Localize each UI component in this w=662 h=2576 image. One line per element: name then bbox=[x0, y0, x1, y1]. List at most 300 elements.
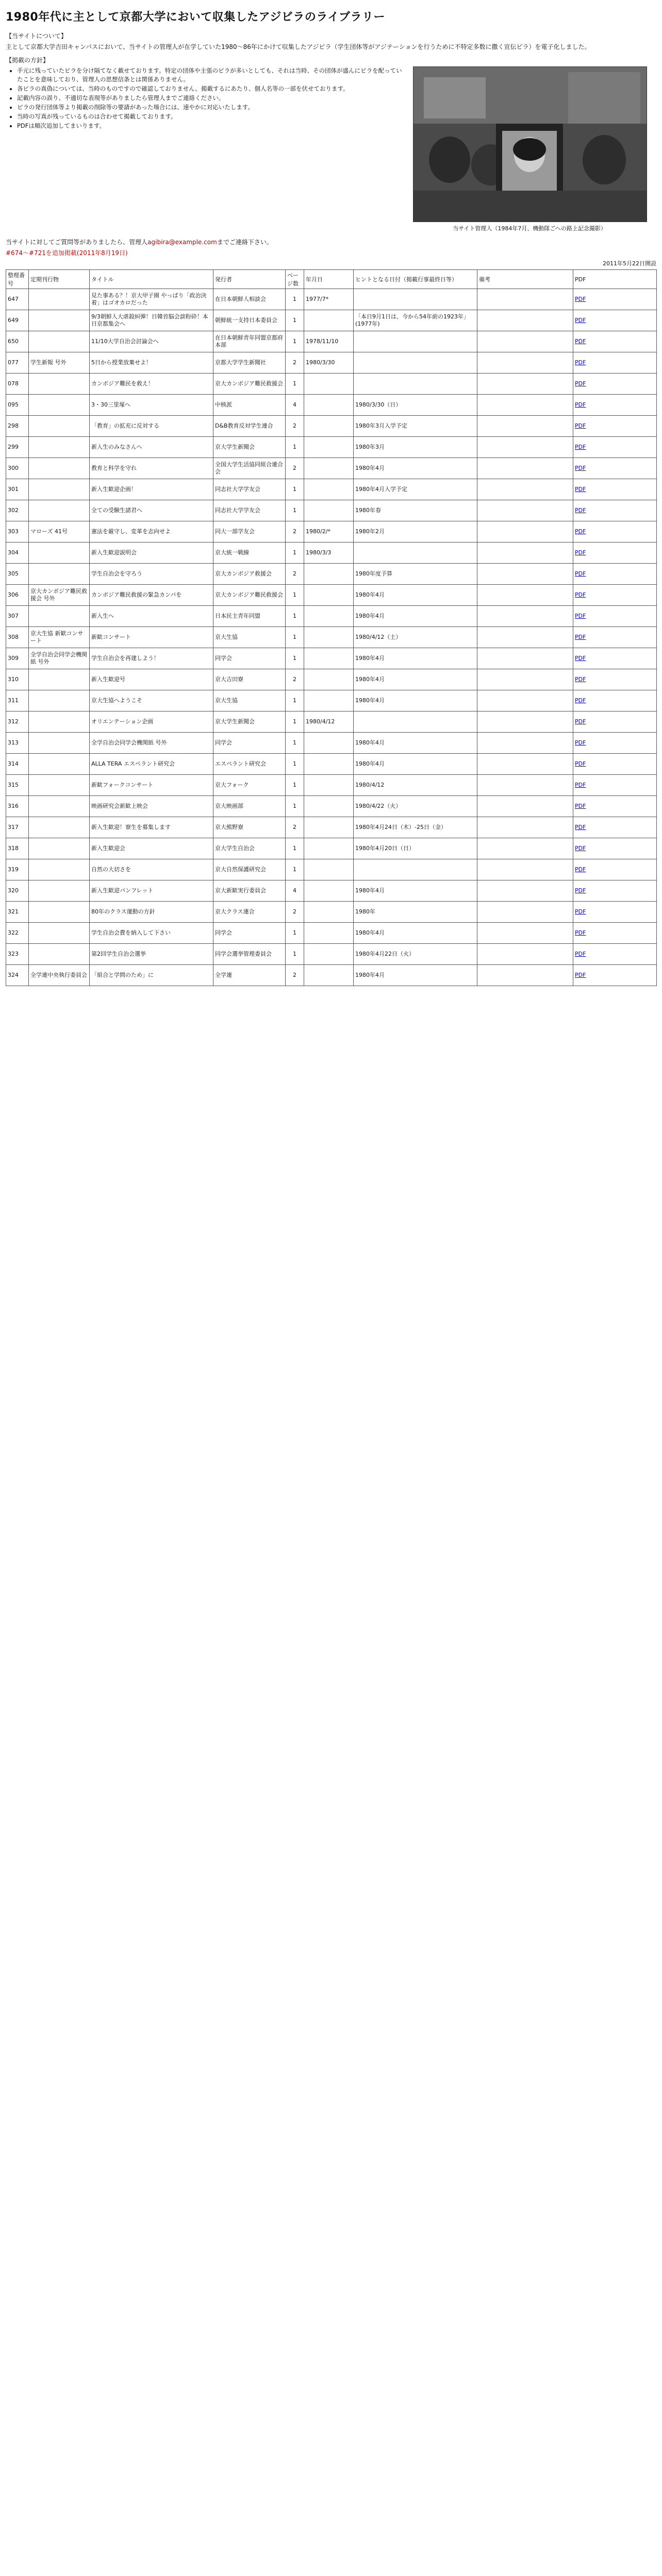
table-row bbox=[6, 395, 657, 416]
table-row bbox=[6, 648, 657, 669]
table-row bbox=[6, 711, 657, 733]
cell-publisher: 同志社大学学友会 bbox=[213, 500, 286, 521]
cell-periodical bbox=[29, 374, 90, 395]
cell-date bbox=[304, 669, 354, 690]
cell-hint-date: 1980年 bbox=[354, 902, 477, 923]
cell-date bbox=[304, 902, 354, 923]
cell-date: 1980/3/3 bbox=[304, 543, 354, 564]
about-heading: 【当サイトについて】 bbox=[6, 32, 67, 40]
cell-number: 305 bbox=[6, 564, 29, 585]
cell-pdf bbox=[573, 543, 657, 564]
cell-title: 新入生歓迎！寮生を募集します bbox=[90, 817, 213, 838]
table-body bbox=[6, 289, 657, 986]
cell-date: 1980/2/* bbox=[304, 521, 354, 543]
cell-number: 650 bbox=[6, 331, 29, 352]
cell-pdf bbox=[573, 690, 657, 711]
cell-periodical bbox=[29, 944, 90, 965]
cell-remarks bbox=[477, 944, 573, 965]
cell-pdf bbox=[573, 880, 657, 902]
cell-title: 京大生協へようこそ bbox=[90, 690, 213, 711]
cell-date: 1978/11/10 bbox=[304, 331, 354, 352]
cell-hint-date: 1980/4/12（土） bbox=[354, 627, 477, 648]
cell-hint-date: 1980年4月 bbox=[354, 606, 477, 627]
cell-remarks bbox=[477, 564, 573, 585]
cell-pdf bbox=[573, 374, 657, 395]
cell-number: 322 bbox=[6, 923, 29, 944]
cell-pdf bbox=[573, 733, 657, 754]
column-header: 整理番号 bbox=[6, 270, 29, 289]
cell-number: 649 bbox=[6, 310, 29, 331]
cell-pdf bbox=[573, 352, 657, 374]
pdf-link[interactable]: PDF bbox=[575, 422, 586, 429]
cell-hint-date: 1980/4/22（火） bbox=[354, 796, 477, 817]
cell-remarks bbox=[477, 902, 573, 923]
contact-email-link[interactable]: agibira@example.com bbox=[147, 239, 217, 246]
cell-remarks bbox=[477, 437, 573, 458]
cell-title: 新歓コンサート bbox=[90, 627, 213, 648]
cell-pages: 1 bbox=[286, 923, 304, 944]
table-row bbox=[6, 289, 657, 310]
cell-title: 新歓フォークコンサート bbox=[90, 775, 213, 796]
cell-pages: 1 bbox=[286, 944, 304, 965]
column-header: タイトル bbox=[90, 270, 213, 289]
cell-remarks bbox=[477, 331, 573, 352]
column-header: 発行者 bbox=[213, 270, 286, 289]
cell-pdf bbox=[573, 796, 657, 817]
cell-number: 319 bbox=[6, 859, 29, 880]
cell-publisher: 在日本朝鮮人相談会 bbox=[213, 289, 286, 310]
column-header: 年月日 bbox=[304, 270, 354, 289]
cell-publisher: 京大新歓実行委員会 bbox=[213, 880, 286, 902]
cell-pdf bbox=[573, 817, 657, 838]
cell-pdf bbox=[573, 754, 657, 775]
cell-remarks bbox=[477, 479, 573, 500]
cell-hint-date: 1980年4月22日（火） bbox=[354, 944, 477, 965]
cell-date bbox=[304, 437, 354, 458]
cell-pdf bbox=[573, 500, 657, 521]
cell-periodical bbox=[29, 479, 90, 500]
pdf-link[interactable]: PDF bbox=[575, 718, 586, 725]
pdf-link[interactable]: PDF bbox=[575, 465, 586, 471]
site-admin-photo bbox=[413, 66, 647, 222]
table-row bbox=[6, 416, 657, 437]
cell-periodical bbox=[29, 310, 90, 331]
cell-title: 第2回学生自治会選挙 bbox=[90, 944, 213, 965]
cell-publisher: 京都大学学生新聞社 bbox=[213, 352, 286, 374]
cell-pages: 2 bbox=[286, 564, 304, 585]
cell-remarks bbox=[477, 310, 573, 331]
cell-date bbox=[304, 733, 354, 754]
cell-hint-date bbox=[354, 352, 477, 374]
cell-date bbox=[304, 458, 354, 479]
cell-title: 学生自治会費を納入して下さい bbox=[90, 923, 213, 944]
cell-pdf bbox=[573, 902, 657, 923]
cell-title: 新入生歓迎説明会 bbox=[90, 543, 213, 564]
cell-title: 全学自治会同学会機関紙 号外 bbox=[90, 733, 213, 754]
pdf-link[interactable]: PDF bbox=[575, 866, 586, 873]
pdf-link[interactable]: PDF bbox=[575, 359, 586, 366]
notes-column bbox=[6, 66, 408, 232]
cell-periodical bbox=[29, 880, 90, 902]
table-row bbox=[6, 775, 657, 796]
cell-publisher: 京大熊野寮 bbox=[213, 817, 286, 838]
cell-date bbox=[304, 817, 354, 838]
cell-date bbox=[304, 796, 354, 817]
cell-pages: 1 bbox=[286, 733, 304, 754]
cell-publisher: 京大カンボジア救援会 bbox=[213, 564, 286, 585]
column-header: ヒントとなる日付（掲載行事最終日等） bbox=[354, 270, 477, 289]
cell-publisher: 朝鮮統一支持日本委員会 bbox=[213, 310, 286, 331]
cell-number: 321 bbox=[6, 902, 29, 923]
table-row bbox=[6, 564, 657, 585]
cell-hint-date: 1980年度予算 bbox=[354, 564, 477, 585]
cell-periodical bbox=[29, 859, 90, 880]
cell-title: 3・30三里塚へ bbox=[90, 395, 213, 416]
cell-title: 学生自治会を守ろう bbox=[90, 564, 213, 585]
cell-number: 310 bbox=[6, 669, 29, 690]
page-title: 1980年代に主として京都大学において収集したアジビラのライブラリー bbox=[6, 11, 386, 24]
cell-date bbox=[304, 965, 354, 986]
cell-periodical bbox=[29, 817, 90, 838]
cell-hint-date: 1980年4月 bbox=[354, 754, 477, 775]
cell-pdf bbox=[573, 923, 657, 944]
pdf-link[interactable]: PDF bbox=[575, 824, 586, 831]
cell-title: 9/3朝鮮人大虐殺糾弾！日韓首脳会談粉砕！本日京都集会へ bbox=[90, 310, 213, 331]
pdf-link[interactable]: PDF bbox=[575, 782, 586, 788]
column-header: 定期刊行物 bbox=[29, 270, 90, 289]
site-open-date: 2011年5月22日開設 bbox=[603, 260, 656, 267]
table-row bbox=[6, 606, 657, 627]
cell-number: 306 bbox=[6, 585, 29, 606]
cell-number: 302 bbox=[6, 500, 29, 521]
cell-periodical bbox=[29, 395, 90, 416]
cell-date bbox=[304, 838, 354, 859]
table-row bbox=[6, 859, 657, 880]
pdf-link[interactable]: PDF bbox=[575, 549, 586, 556]
cell-number: 316 bbox=[6, 796, 29, 817]
cell-hint-date bbox=[354, 859, 477, 880]
cell-remarks bbox=[477, 648, 573, 669]
cell-pdf bbox=[573, 965, 657, 986]
table-row bbox=[6, 796, 657, 817]
cell-publisher: 同志社大学学友会 bbox=[213, 479, 286, 500]
pdf-link[interactable]: PDF bbox=[575, 338, 586, 345]
cell-pdf bbox=[573, 437, 657, 458]
cell-remarks bbox=[477, 627, 573, 648]
update-note-link[interactable]: #674〜#721を追加掲載(2011年8月19日) bbox=[6, 249, 128, 257]
cell-publisher: 京大クラス連合 bbox=[213, 902, 286, 923]
pdf-link[interactable]: PDF bbox=[575, 380, 586, 387]
cell-publisher: 同学会 bbox=[213, 923, 286, 944]
cell-pdf bbox=[573, 606, 657, 627]
cell-title: 80年のクラス運動の方針 bbox=[90, 902, 213, 923]
cell-title: 全ての受験生諸君へ bbox=[90, 500, 213, 521]
cell-number: 314 bbox=[6, 754, 29, 775]
cell-pdf bbox=[573, 458, 657, 479]
contact-prefix: 当サイトに対してご質問等がありましたら、管理人 bbox=[6, 239, 148, 246]
note-item: • PDFは順次追加してまいります。 bbox=[17, 122, 408, 130]
cell-date bbox=[304, 859, 354, 880]
table-row bbox=[6, 923, 657, 944]
cell-publisher: 京大学生新聞会 bbox=[213, 437, 286, 458]
table-row bbox=[6, 944, 657, 965]
cell-remarks bbox=[477, 690, 573, 711]
pdf-link[interactable]: PDF bbox=[575, 655, 586, 662]
table-row bbox=[6, 437, 657, 458]
cell-date: 1977/7* bbox=[304, 289, 354, 310]
cell-title: 映画研究会新歓上映会 bbox=[90, 796, 213, 817]
cell-date: 1980/3/30 bbox=[304, 352, 354, 374]
cell-pages: 1 bbox=[286, 859, 304, 880]
note-item: • 当時の写真が残っているものは合わせて掲載しております。 bbox=[17, 112, 408, 121]
note-item: • ビラの発行団体等より掲載の削除等の要請があった場合には、速やかに対応いたします。 bbox=[17, 103, 408, 112]
cell-remarks bbox=[477, 711, 573, 733]
cell-date bbox=[304, 606, 354, 627]
cell-publisher: エスペラント研究会 bbox=[213, 754, 286, 775]
cell-title: オリエンテーション企画 bbox=[90, 711, 213, 733]
pdf-link[interactable]: PDF bbox=[575, 908, 586, 915]
cell-number: 313 bbox=[6, 733, 29, 754]
cell-pdf bbox=[573, 416, 657, 437]
cell-date bbox=[304, 923, 354, 944]
notes-heading: 【掲載の方針】 bbox=[6, 57, 49, 64]
cell-pdf bbox=[573, 627, 657, 648]
cell-pages: 4 bbox=[286, 880, 304, 902]
pdf-link[interactable]: PDF bbox=[575, 317, 586, 324]
cell-hint-date: 1980年4月 bbox=[354, 965, 477, 986]
cell-title: 新入生歓迎企画！ bbox=[90, 479, 213, 500]
cell-periodical bbox=[29, 500, 90, 521]
cell-title: 新入生歓迎会 bbox=[90, 838, 213, 859]
table-row bbox=[6, 310, 657, 331]
column-header: ページ数 bbox=[286, 270, 304, 289]
cell-publisher: 全国大学生活協同組合連合会 bbox=[213, 458, 286, 479]
cell-pages: 1 bbox=[286, 289, 304, 310]
cell-hint-date: 1980年3月入学予定 bbox=[354, 416, 477, 437]
pdf-link[interactable]: PDF bbox=[575, 972, 586, 978]
cell-title: 憲法を厳守し、変革を志向せよ bbox=[90, 521, 213, 543]
cell-hint-date: 1980年4月 bbox=[354, 669, 477, 690]
cell-remarks bbox=[477, 606, 573, 627]
cell-hint-date: 1980年4月 bbox=[354, 880, 477, 902]
notice-section bbox=[6, 66, 656, 232]
cell-title: 教育と科学を守れ bbox=[90, 458, 213, 479]
cell-number: 307 bbox=[6, 606, 29, 627]
note-item: • 記載内容の誤り、不適切な表現等がありましたら管理人までご連絡ください。 bbox=[17, 94, 408, 103]
cell-publisher: 京大カンボジア難民救援会 bbox=[213, 585, 286, 606]
cell-number: 312 bbox=[6, 711, 29, 733]
cell-title: 新入生歓迎号 bbox=[90, 669, 213, 690]
cell-periodical bbox=[29, 416, 90, 437]
cell-hint-date: 1980年4月 bbox=[354, 585, 477, 606]
cell-periodical bbox=[29, 902, 90, 923]
cell-remarks bbox=[477, 965, 573, 986]
cell-pages: 1 bbox=[286, 437, 304, 458]
cell-title: 11/10大学自治会討論会へ bbox=[90, 331, 213, 352]
pdf-link[interactable]: PDF bbox=[575, 613, 586, 619]
cell-periodical bbox=[29, 458, 90, 479]
cell-remarks bbox=[477, 754, 573, 775]
pdf-link[interactable]: PDF bbox=[575, 528, 586, 535]
cell-date bbox=[304, 395, 354, 416]
cell-hint-date bbox=[354, 331, 477, 352]
pdf-link[interactable]: PDF bbox=[575, 507, 586, 514]
cell-pdf bbox=[573, 648, 657, 669]
cell-remarks bbox=[477, 543, 573, 564]
table-row bbox=[6, 374, 657, 395]
table-row bbox=[6, 543, 657, 564]
cell-publisher: 京大吉田寮 bbox=[213, 669, 286, 690]
cell-hint-date bbox=[354, 711, 477, 733]
photo-column bbox=[413, 66, 646, 232]
cell-number: 300 bbox=[6, 458, 29, 479]
cell-number: 308 bbox=[6, 627, 29, 648]
photo-caption: 当サイト管理人（1984年7月、機動隊ごへの路上記念撮影） bbox=[453, 225, 606, 232]
cell-publisher: 京大映画部 bbox=[213, 796, 286, 817]
cell-remarks bbox=[477, 458, 573, 479]
pdf-link[interactable]: PDF bbox=[575, 676, 586, 683]
cell-remarks bbox=[477, 521, 573, 543]
cell-periodical bbox=[29, 437, 90, 458]
pdf-link[interactable]: PDF bbox=[575, 803, 586, 809]
cell-number: 299 bbox=[6, 437, 29, 458]
cell-pages: 1 bbox=[286, 648, 304, 669]
cell-publisher: 同学会 bbox=[213, 733, 286, 754]
cell-pages: 2 bbox=[286, 416, 304, 437]
cell-pages: 2 bbox=[286, 817, 304, 838]
cell-pdf bbox=[573, 521, 657, 543]
cell-hint-date: 1980年4月 bbox=[354, 733, 477, 754]
pdf-link[interactable]: PDF bbox=[575, 845, 586, 852]
cell-pages: 1 bbox=[286, 479, 304, 500]
cell-pdf bbox=[573, 310, 657, 331]
contact-suffix: までご連絡下さい。 bbox=[217, 239, 273, 246]
cell-pdf bbox=[573, 838, 657, 859]
cell-periodical bbox=[29, 923, 90, 944]
table-row bbox=[6, 669, 657, 690]
cell-publisher: 在日本朝鮮青年同盟京都府本部 bbox=[213, 331, 286, 352]
cell-pages: 1 bbox=[286, 310, 304, 331]
cell-pages: 1 bbox=[286, 796, 304, 817]
cell-publisher: 同学会 bbox=[213, 648, 286, 669]
pdf-link[interactable]: PDF bbox=[575, 760, 586, 767]
table-row bbox=[6, 733, 657, 754]
cell-remarks bbox=[477, 585, 573, 606]
cell-pdf bbox=[573, 289, 657, 310]
cell-pages: 1 bbox=[286, 606, 304, 627]
table-row bbox=[6, 817, 657, 838]
cell-hint-date: 1980/4/12 bbox=[354, 775, 477, 796]
pdf-link[interactable]: PDF bbox=[575, 697, 586, 704]
pdf-link[interactable]: PDF bbox=[575, 570, 586, 577]
cell-title: 5日から授業放棄せよ！ bbox=[90, 352, 213, 374]
cell-hint-date bbox=[354, 543, 477, 564]
cell-periodical bbox=[29, 796, 90, 817]
cell-number: 301 bbox=[6, 479, 29, 500]
cell-number: 323 bbox=[6, 944, 29, 965]
cell-date bbox=[304, 648, 354, 669]
cell-publisher: 京大自然保護研究会 bbox=[213, 859, 286, 880]
cell-remarks bbox=[477, 733, 573, 754]
cell-pdf bbox=[573, 669, 657, 690]
cell-number: 320 bbox=[6, 880, 29, 902]
cell-periodical: 全学自治会同学会機関紙 号外 bbox=[29, 648, 90, 669]
cell-hint-date: 1980年4月 bbox=[354, 690, 477, 711]
cell-publisher: 京大学生新聞会 bbox=[213, 711, 286, 733]
cell-pdf bbox=[573, 564, 657, 585]
cell-number: 315 bbox=[6, 775, 29, 796]
cell-number: 311 bbox=[6, 690, 29, 711]
pdf-link[interactable]: PDF bbox=[575, 887, 586, 894]
cell-hint-date bbox=[354, 374, 477, 395]
cell-date: 1980/4/12 bbox=[304, 711, 354, 733]
update-note bbox=[6, 248, 656, 257]
table-row bbox=[6, 880, 657, 902]
pdf-link[interactable]: PDF bbox=[575, 951, 586, 957]
cell-periodical: 全学連中央執行委員会 bbox=[29, 965, 90, 986]
flyer-table bbox=[6, 269, 657, 986]
cell-date bbox=[304, 564, 354, 585]
pdf-link[interactable]: PDF bbox=[575, 591, 586, 598]
pdf-link[interactable]: PDF bbox=[575, 444, 586, 450]
cell-date bbox=[304, 479, 354, 500]
cell-publisher: 京大統一戦線 bbox=[213, 543, 286, 564]
cell-remarks bbox=[477, 838, 573, 859]
cell-number: 318 bbox=[6, 838, 29, 859]
cell-number: 298 bbox=[6, 416, 29, 437]
cell-number: 078 bbox=[6, 374, 29, 395]
cell-title: 自然の大切さを bbox=[90, 859, 213, 880]
cell-hint-date: 1980年4月 bbox=[354, 648, 477, 669]
pdf-link[interactable]: PDF bbox=[575, 634, 586, 640]
cell-periodical: マローズ 41号 bbox=[29, 521, 90, 543]
cell-pages: 1 bbox=[286, 543, 304, 564]
cell-date bbox=[304, 944, 354, 965]
cell-pages: 2 bbox=[286, 669, 304, 690]
cell-periodical bbox=[29, 331, 90, 352]
cell-remarks bbox=[477, 817, 573, 838]
cell-pages: 1 bbox=[286, 374, 304, 395]
table-row bbox=[6, 838, 657, 859]
cell-periodical bbox=[29, 711, 90, 733]
cell-number: 324 bbox=[6, 965, 29, 986]
pdf-link[interactable]: PDF bbox=[575, 296, 586, 302]
cell-number: 303 bbox=[6, 521, 29, 543]
cell-periodical bbox=[29, 606, 90, 627]
cell-hint-date: 1980年4月 bbox=[354, 458, 477, 479]
cell-remarks bbox=[477, 289, 573, 310]
cell-title: 新入生歓迎パンフレット bbox=[90, 880, 213, 902]
cell-pages: 2 bbox=[286, 458, 304, 479]
pdf-link[interactable]: PDF bbox=[575, 401, 586, 408]
pdf-link[interactable]: PDF bbox=[575, 929, 586, 936]
cell-date bbox=[304, 754, 354, 775]
cell-remarks bbox=[477, 416, 573, 437]
cell-remarks bbox=[477, 796, 573, 817]
cell-publisher: 同大一部学友会 bbox=[213, 521, 286, 543]
table-row bbox=[6, 500, 657, 521]
pdf-link[interactable]: PDF bbox=[575, 486, 586, 493]
cell-remarks bbox=[477, 500, 573, 521]
pdf-link[interactable]: PDF bbox=[575, 739, 586, 746]
cell-pages: 1 bbox=[286, 775, 304, 796]
cell-publisher: 京大カンボジア難民救援会 bbox=[213, 374, 286, 395]
cell-number: 095 bbox=[6, 395, 29, 416]
cell-pdf bbox=[573, 479, 657, 500]
table-row bbox=[6, 352, 657, 374]
table-row bbox=[6, 331, 657, 352]
cell-publisher: 京大生協 bbox=[213, 690, 286, 711]
